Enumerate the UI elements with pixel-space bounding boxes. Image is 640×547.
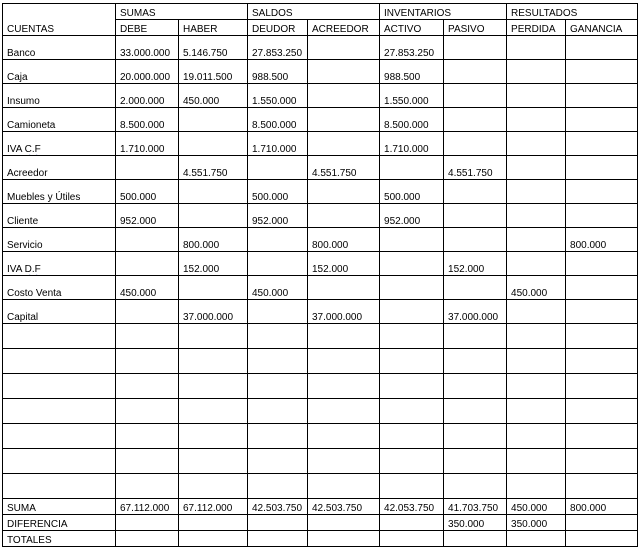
cell-activo: 42.053.750 bbox=[380, 499, 444, 515]
cell-acreedor: 42.503.750 bbox=[308, 499, 380, 515]
cell-ganancia bbox=[566, 60, 638, 84]
cell-empty bbox=[3, 424, 116, 449]
cell-ganancia bbox=[566, 108, 638, 132]
cell-empty bbox=[3, 374, 116, 399]
header-debe: DEBE bbox=[116, 20, 179, 36]
cell-deudor: 952.000 bbox=[248, 204, 308, 228]
cell-acreedor bbox=[308, 204, 380, 228]
cell-deudor: 42.503.750 bbox=[248, 499, 308, 515]
cell-deudor: 988.500 bbox=[248, 60, 308, 84]
cell-empty bbox=[116, 374, 179, 399]
cell-deudor: 8.500.000 bbox=[248, 108, 308, 132]
cell-empty bbox=[248, 449, 308, 474]
cell-empty bbox=[116, 474, 179, 499]
cell-deudor bbox=[248, 531, 308, 547]
cell-empty bbox=[3, 324, 116, 349]
balance-sheet-table bbox=[2, 3, 638, 547]
cell-activo: 1.550.000 bbox=[380, 84, 444, 108]
cell-empty bbox=[179, 374, 248, 399]
cell-acreedor bbox=[308, 60, 380, 84]
cell-ganancia bbox=[566, 515, 638, 531]
header-ganancia: GANANCIA bbox=[566, 20, 638, 36]
cell-empty bbox=[380, 324, 444, 349]
cell-ganancia: 800.000 bbox=[566, 228, 638, 252]
cell-ganancia bbox=[566, 531, 638, 547]
cuenta-label: IVA bbox=[7, 264, 25, 275]
cell-empty bbox=[248, 424, 308, 449]
cell-ganancia bbox=[566, 180, 638, 204]
cuenta-label: Caja bbox=[7, 72, 28, 83]
cell-deudor bbox=[248, 228, 308, 252]
cell-ganancia bbox=[566, 300, 638, 324]
cell-perdida: 450.000 bbox=[507, 276, 566, 300]
table-row-empty bbox=[3, 399, 638, 424]
cell-empty bbox=[444, 399, 507, 424]
cell-acreedor bbox=[308, 531, 380, 547]
cell-activo: 500.000 bbox=[380, 180, 444, 204]
cell-cuenta bbox=[3, 60, 116, 84]
cuenta-label: Camioneta bbox=[7, 120, 56, 131]
header-group-sumas: SUMAS bbox=[116, 4, 248, 20]
cell-empty bbox=[444, 424, 507, 449]
cell-debe: 2.000.000 bbox=[116, 84, 179, 108]
cell-cuenta bbox=[3, 252, 116, 276]
cell-cuenta bbox=[3, 228, 116, 252]
cell-acreedor bbox=[308, 276, 380, 300]
cell-empty bbox=[308, 474, 380, 499]
cell-cuenta bbox=[3, 108, 116, 132]
cell-empty bbox=[308, 349, 380, 374]
cell-debe: 1.710.000 bbox=[116, 132, 179, 156]
cell-pasivo bbox=[444, 204, 507, 228]
table-row bbox=[3, 276, 638, 300]
table-row-empty bbox=[3, 374, 638, 399]
cuenta-label: Cliente bbox=[7, 216, 39, 227]
cell-perdida bbox=[507, 204, 566, 228]
cell-empty bbox=[308, 399, 380, 424]
cell-empty bbox=[308, 374, 380, 399]
cell-cuenta bbox=[3, 36, 116, 60]
cell-deudor bbox=[248, 300, 308, 324]
cell-debe: 67.112.000 bbox=[116, 499, 179, 515]
cell-deudor bbox=[248, 156, 308, 180]
table-row-empty bbox=[3, 449, 638, 474]
table-row-suma bbox=[3, 499, 638, 515]
cell-activo bbox=[380, 228, 444, 252]
cell-perdida bbox=[507, 132, 566, 156]
cell-empty bbox=[248, 324, 308, 349]
header-group-resultados: RESULTADOS bbox=[507, 4, 638, 20]
cell-debe bbox=[116, 252, 179, 276]
cell-activo bbox=[380, 300, 444, 324]
table-row-empty bbox=[3, 349, 638, 374]
cell-empty bbox=[308, 424, 380, 449]
cell-debe bbox=[116, 156, 179, 180]
cell-acreedor: 4.551.750 bbox=[308, 156, 380, 180]
cell-empty bbox=[179, 399, 248, 424]
cell-acreedor: 152.000 bbox=[308, 252, 380, 276]
header-activo: ACTIVO bbox=[380, 20, 444, 36]
cell-pasivo bbox=[444, 60, 507, 84]
cell-empty bbox=[444, 374, 507, 399]
header-group-inventarios: INVENTARIOS bbox=[380, 4, 507, 20]
cell-perdida: 450.000 bbox=[507, 499, 566, 515]
cell-perdida bbox=[507, 156, 566, 180]
table-row bbox=[3, 300, 638, 324]
table-totals bbox=[3, 499, 638, 547]
cell-empty bbox=[380, 474, 444, 499]
table-body bbox=[3, 36, 638, 499]
cell-ganancia bbox=[566, 84, 638, 108]
cell-empty bbox=[3, 349, 116, 374]
cell-empty bbox=[444, 324, 507, 349]
cell-pasivo bbox=[444, 36, 507, 60]
table-row bbox=[3, 204, 638, 228]
cuenta-label: Costo Venta bbox=[7, 288, 62, 299]
table-row-totales bbox=[3, 531, 638, 547]
cell-empty bbox=[507, 474, 566, 499]
cell-haber bbox=[179, 515, 248, 531]
cell-pasivo: 37.000.000 bbox=[444, 300, 507, 324]
header-deudor: DEUDOR bbox=[248, 20, 308, 36]
cell-cuenta bbox=[3, 84, 116, 108]
table-row bbox=[3, 180, 638, 204]
cell-pasivo: 350.000 bbox=[444, 515, 507, 531]
cell-pasivo bbox=[444, 228, 507, 252]
cell-activo bbox=[380, 156, 444, 180]
cell-empty bbox=[308, 449, 380, 474]
cell-ganancia bbox=[566, 156, 638, 180]
cell-haber bbox=[179, 204, 248, 228]
table-row-empty bbox=[3, 324, 638, 349]
cuenta-label: Capital bbox=[7, 312, 39, 323]
cell-empty bbox=[248, 399, 308, 424]
cell-acreedor bbox=[308, 132, 380, 156]
cell-pasivo bbox=[444, 132, 507, 156]
cell-label: TOTALES bbox=[3, 531, 116, 547]
cell-empty bbox=[380, 349, 444, 374]
cuenta-label-underlined: C.F bbox=[24, 144, 41, 155]
cell-pasivo: 152.000 bbox=[444, 252, 507, 276]
cell-debe bbox=[116, 531, 179, 547]
cell-empty bbox=[116, 399, 179, 424]
cell-pasivo bbox=[444, 180, 507, 204]
cell-cuenta bbox=[3, 156, 116, 180]
cell-ganancia bbox=[566, 276, 638, 300]
cell-empty bbox=[380, 424, 444, 449]
cell-empty bbox=[507, 349, 566, 374]
cell-empty bbox=[507, 399, 566, 424]
cell-debe: 952.000 bbox=[116, 204, 179, 228]
cell-perdida bbox=[507, 60, 566, 84]
cell-perdida bbox=[507, 252, 566, 276]
cell-empty bbox=[3, 449, 116, 474]
cell-empty bbox=[444, 474, 507, 499]
cell-perdida bbox=[507, 36, 566, 60]
header-pasivo: PASIVO bbox=[444, 20, 507, 36]
cell-empty bbox=[3, 399, 116, 424]
cell-debe bbox=[116, 228, 179, 252]
cell-empty bbox=[116, 424, 179, 449]
cell-pasivo bbox=[444, 108, 507, 132]
header-acreedor: ACREEDOR bbox=[308, 20, 380, 36]
cell-empty bbox=[248, 374, 308, 399]
cell-cuenta bbox=[3, 204, 116, 228]
cell-empty bbox=[444, 349, 507, 374]
cell-empty bbox=[248, 349, 308, 374]
cell-debe: 33.000.000 bbox=[116, 36, 179, 60]
cell-empty bbox=[179, 424, 248, 449]
table-row-diferencia bbox=[3, 515, 638, 531]
cell-activo: 27.853.250 bbox=[380, 36, 444, 60]
cell-deudor: 1.550.000 bbox=[248, 84, 308, 108]
cell-debe bbox=[116, 515, 179, 531]
cell-perdida bbox=[507, 108, 566, 132]
cell-empty bbox=[566, 399, 638, 424]
cell-haber bbox=[179, 180, 248, 204]
cell-empty bbox=[566, 324, 638, 349]
cell-ganancia bbox=[566, 204, 638, 228]
cell-activo: 988.500 bbox=[380, 60, 444, 84]
cell-haber: 152.000 bbox=[179, 252, 248, 276]
cell-activo bbox=[380, 276, 444, 300]
cell-debe: 500.000 bbox=[116, 180, 179, 204]
cell-empty bbox=[179, 349, 248, 374]
cell-empty bbox=[566, 349, 638, 374]
cuenta-label-underlined: D.F bbox=[24, 264, 41, 275]
cell-acreedor: 37.000.000 bbox=[308, 300, 380, 324]
cell-haber: 19.011.500 bbox=[179, 60, 248, 84]
cell-haber bbox=[179, 531, 248, 547]
cell-deudor: 1.710.000 bbox=[248, 132, 308, 156]
cell-activo: 8.500.000 bbox=[380, 108, 444, 132]
table-row bbox=[3, 108, 638, 132]
cell-haber: 5.146.750 bbox=[179, 36, 248, 60]
cell-haber: 37.000.000 bbox=[179, 300, 248, 324]
cell-empty bbox=[566, 449, 638, 474]
cell-deudor bbox=[248, 252, 308, 276]
cell-activo: 952.000 bbox=[380, 204, 444, 228]
cell-activo bbox=[380, 531, 444, 547]
table-row bbox=[3, 36, 638, 60]
cell-perdida bbox=[507, 531, 566, 547]
cell-haber: 450.000 bbox=[179, 84, 248, 108]
cell-empty bbox=[566, 474, 638, 499]
cell-perdida: 350.000 bbox=[507, 515, 566, 531]
cell-empty bbox=[380, 374, 444, 399]
cuenta-label: Banco bbox=[7, 48, 36, 59]
cell-acreedor bbox=[308, 36, 380, 60]
cell-deudor: 500.000 bbox=[248, 180, 308, 204]
cell-empty bbox=[3, 474, 116, 499]
cell-label: SUMA bbox=[3, 499, 116, 515]
header-group-saldos: SALDOS bbox=[248, 4, 380, 20]
cell-pasivo bbox=[444, 84, 507, 108]
cell-empty bbox=[116, 349, 179, 374]
cell-debe: 20.000.000 bbox=[116, 60, 179, 84]
cell-cuenta bbox=[3, 276, 116, 300]
cell-deudor bbox=[248, 515, 308, 531]
cell-debe: 450.000 bbox=[116, 276, 179, 300]
cell-empty bbox=[380, 399, 444, 424]
cell-perdida bbox=[507, 180, 566, 204]
cell-activo bbox=[380, 252, 444, 276]
cell-deudor: 27.853.250 bbox=[248, 36, 308, 60]
table-row bbox=[3, 252, 638, 276]
cell-debe: 8.500.000 bbox=[116, 108, 179, 132]
cell-empty bbox=[179, 474, 248, 499]
cuenta-label: Servicio bbox=[7, 240, 43, 251]
cell-empty bbox=[179, 449, 248, 474]
cell-empty bbox=[507, 424, 566, 449]
cell-haber bbox=[179, 276, 248, 300]
cell-ganancia bbox=[566, 132, 638, 156]
cell-empty bbox=[179, 324, 248, 349]
table-row-empty bbox=[3, 424, 638, 449]
cell-empty bbox=[248, 474, 308, 499]
cuenta-label: Acreedor bbox=[7, 168, 48, 179]
table-header bbox=[3, 4, 638, 36]
cell-empty bbox=[444, 449, 507, 474]
cell-haber: 4.551.750 bbox=[179, 156, 248, 180]
header-haber: HABER bbox=[179, 20, 248, 36]
cell-empty bbox=[507, 324, 566, 349]
cell-pasivo: 41.703.750 bbox=[444, 499, 507, 515]
cell-label: DIFERENCIA bbox=[3, 515, 116, 531]
cell-activo bbox=[380, 515, 444, 531]
cell-pasivo: 4.551.750 bbox=[444, 156, 507, 180]
cell-debe bbox=[116, 300, 179, 324]
table-row bbox=[3, 132, 638, 156]
cell-pasivo bbox=[444, 531, 507, 547]
cell-acreedor bbox=[308, 108, 380, 132]
cell-ganancia bbox=[566, 252, 638, 276]
cell-empty bbox=[116, 449, 179, 474]
cell-empty bbox=[380, 449, 444, 474]
cell-acreedor bbox=[308, 84, 380, 108]
table-row bbox=[3, 84, 638, 108]
cell-haber bbox=[179, 132, 248, 156]
cell-pasivo bbox=[444, 276, 507, 300]
cuenta-label: Insumo bbox=[7, 96, 40, 107]
cell-haber: 67.112.000 bbox=[179, 499, 248, 515]
cuenta-label: Muebles y Útiles bbox=[7, 192, 81, 203]
table-row-empty bbox=[3, 474, 638, 499]
cuenta-label: IVA bbox=[7, 144, 25, 155]
cell-deudor: 450.000 bbox=[248, 276, 308, 300]
cell-empty bbox=[507, 449, 566, 474]
cell-haber: 800.000 bbox=[179, 228, 248, 252]
cell-cuenta bbox=[3, 132, 116, 156]
cell-empty bbox=[566, 374, 638, 399]
table-row bbox=[3, 60, 638, 84]
table-row bbox=[3, 228, 638, 252]
cell-cuenta bbox=[3, 300, 116, 324]
cell-activo: 1.710.000 bbox=[380, 132, 444, 156]
cell-empty bbox=[116, 324, 179, 349]
header-perdida: PERDIDA bbox=[507, 20, 566, 36]
cell-empty bbox=[507, 374, 566, 399]
cell-acreedor: 800.000 bbox=[308, 228, 380, 252]
cell-acreedor bbox=[308, 180, 380, 204]
cell-cuenta bbox=[3, 180, 116, 204]
header-cuentas: CUENTAS bbox=[3, 4, 116, 36]
cell-ganancia: 800.000 bbox=[566, 499, 638, 515]
cell-ganancia bbox=[566, 36, 638, 60]
cell-empty bbox=[308, 324, 380, 349]
cell-perdida bbox=[507, 300, 566, 324]
cell-perdida bbox=[507, 228, 566, 252]
cell-empty bbox=[566, 424, 638, 449]
cell-haber bbox=[179, 108, 248, 132]
cell-perdida bbox=[507, 84, 566, 108]
cell-acreedor bbox=[308, 515, 380, 531]
table-row bbox=[3, 156, 638, 180]
